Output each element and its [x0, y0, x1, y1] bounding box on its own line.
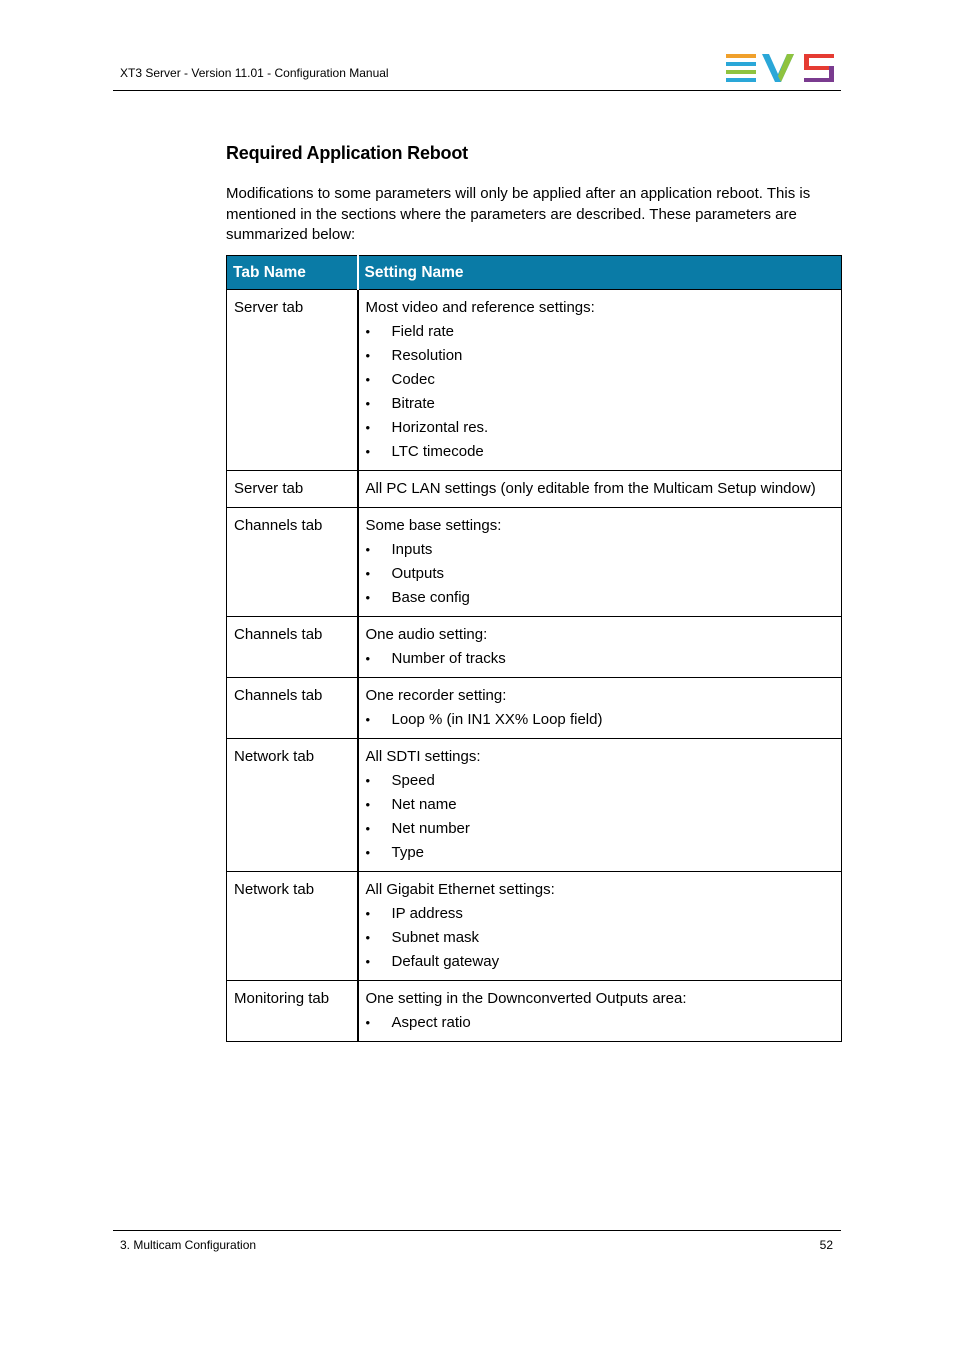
table-row	[227, 471, 842, 508]
footer-rule	[113, 1230, 841, 1231]
table-row	[227, 290, 842, 471]
tab-name-cell: Network tab	[227, 872, 358, 981]
list-item: • Loop % (in IN1 XX% Loop field)	[366, 708, 836, 732]
setting-intro: All PC LAN settings (only editable from the Multicam Setup window)	[365, 480, 816, 497]
list-item: • Resolution	[366, 344, 836, 368]
table-row	[227, 739, 842, 872]
setting-intro: One recorder setting:	[365, 687, 507, 704]
table-row	[227, 617, 842, 678]
setting-list	[366, 902, 836, 974]
list-item: • Bitrate	[366, 392, 836, 416]
intro-paragraph: Modifications to some parameters will only be applied after an application reboot. This is mentioned in the sections where the parameters are described. These parameters are summarized below:	[226, 185, 811, 243]
setting-name-cell	[358, 471, 842, 508]
table-row	[227, 508, 842, 617]
setting-list	[366, 769, 836, 865]
setting-name-cell	[358, 981, 842, 1042]
list-item: • Base config	[366, 586, 836, 610]
list-item: • Default gateway	[366, 950, 836, 974]
section-title: Required Application Reboot	[226, 143, 468, 163]
list-item: • Type	[366, 841, 836, 865]
table-row	[227, 981, 842, 1042]
setting-list	[366, 1011, 836, 1035]
table-header-row	[227, 256, 842, 290]
logo-bar-orange	[726, 54, 756, 58]
list-item: • Subnet mask	[366, 926, 836, 950]
reboot-settings-table	[226, 255, 842, 1042]
setting-list	[366, 538, 836, 610]
evs-logo	[726, 54, 834, 82]
setting-name-cell	[358, 678, 842, 739]
header-rule	[113, 90, 841, 91]
setting-list	[366, 647, 836, 671]
setting-intro: Most video and reference settings:	[365, 299, 595, 316]
list-item: • Net number	[366, 817, 836, 841]
running-header: XT3 Server - Version 11.01 - Configuration Manual	[120, 66, 389, 80]
list-item: • Field rate	[366, 320, 836, 344]
setting-name-cell	[358, 872, 842, 981]
table-row	[227, 678, 842, 739]
tab-name-cell: Channels tab	[227, 508, 358, 617]
setting-name-cell	[358, 290, 842, 471]
list-item: • IP address	[366, 902, 836, 926]
list-item: • Inputs	[366, 538, 836, 562]
setting-intro: Some base settings:	[365, 517, 502, 534]
tab-name-cell: Network tab	[227, 739, 358, 872]
header-setting-name: Setting Name	[358, 256, 842, 290]
page-number: 52	[819, 1238, 833, 1252]
setting-intro: One setting in the Downconverted Outputs area:	[365, 990, 687, 1007]
logo-bar-blue	[726, 62, 756, 66]
list-item: • LTC timecode	[366, 440, 836, 464]
header-tab-name: Tab Name	[227, 256, 358, 290]
list-item: • Speed	[366, 769, 836, 793]
tab-name-cell: Channels tab	[227, 617, 358, 678]
list-item: • Net name	[366, 793, 836, 817]
list-item: • Aspect ratio	[366, 1011, 836, 1035]
setting-intro: All Gigabit Ethernet settings:	[365, 881, 555, 898]
footer-chapter: 3. Multicam Configuration	[120, 1238, 257, 1252]
table-body	[227, 290, 842, 1042]
setting-intro: All SDTI settings:	[365, 748, 481, 765]
setting-list	[366, 320, 836, 464]
list-item: • Horizontal res.	[366, 416, 836, 440]
setting-name-cell	[358, 508, 842, 617]
list-item: • Codec	[366, 368, 836, 392]
tab-name-cell: Server tab	[227, 290, 358, 471]
tab-name-cell: Channels tab	[227, 678, 358, 739]
logo-bar-green	[726, 70, 756, 74]
logo-bar-blue-2	[726, 78, 756, 82]
tab-name-cell: Monitoring tab	[227, 981, 358, 1042]
setting-name-cell	[358, 617, 842, 678]
logo-s-bottom	[804, 78, 834, 82]
list-item: • Number of tracks	[366, 647, 836, 671]
list-item: • Outputs	[366, 562, 836, 586]
setting-list	[366, 708, 836, 732]
setting-intro: One audio setting:	[365, 626, 488, 643]
logo-s-left	[804, 54, 809, 68]
tab-name-cell: Server tab	[227, 471, 358, 508]
logo-v-right	[778, 54, 794, 82]
table-row	[227, 872, 842, 981]
setting-name-cell	[358, 739, 842, 872]
